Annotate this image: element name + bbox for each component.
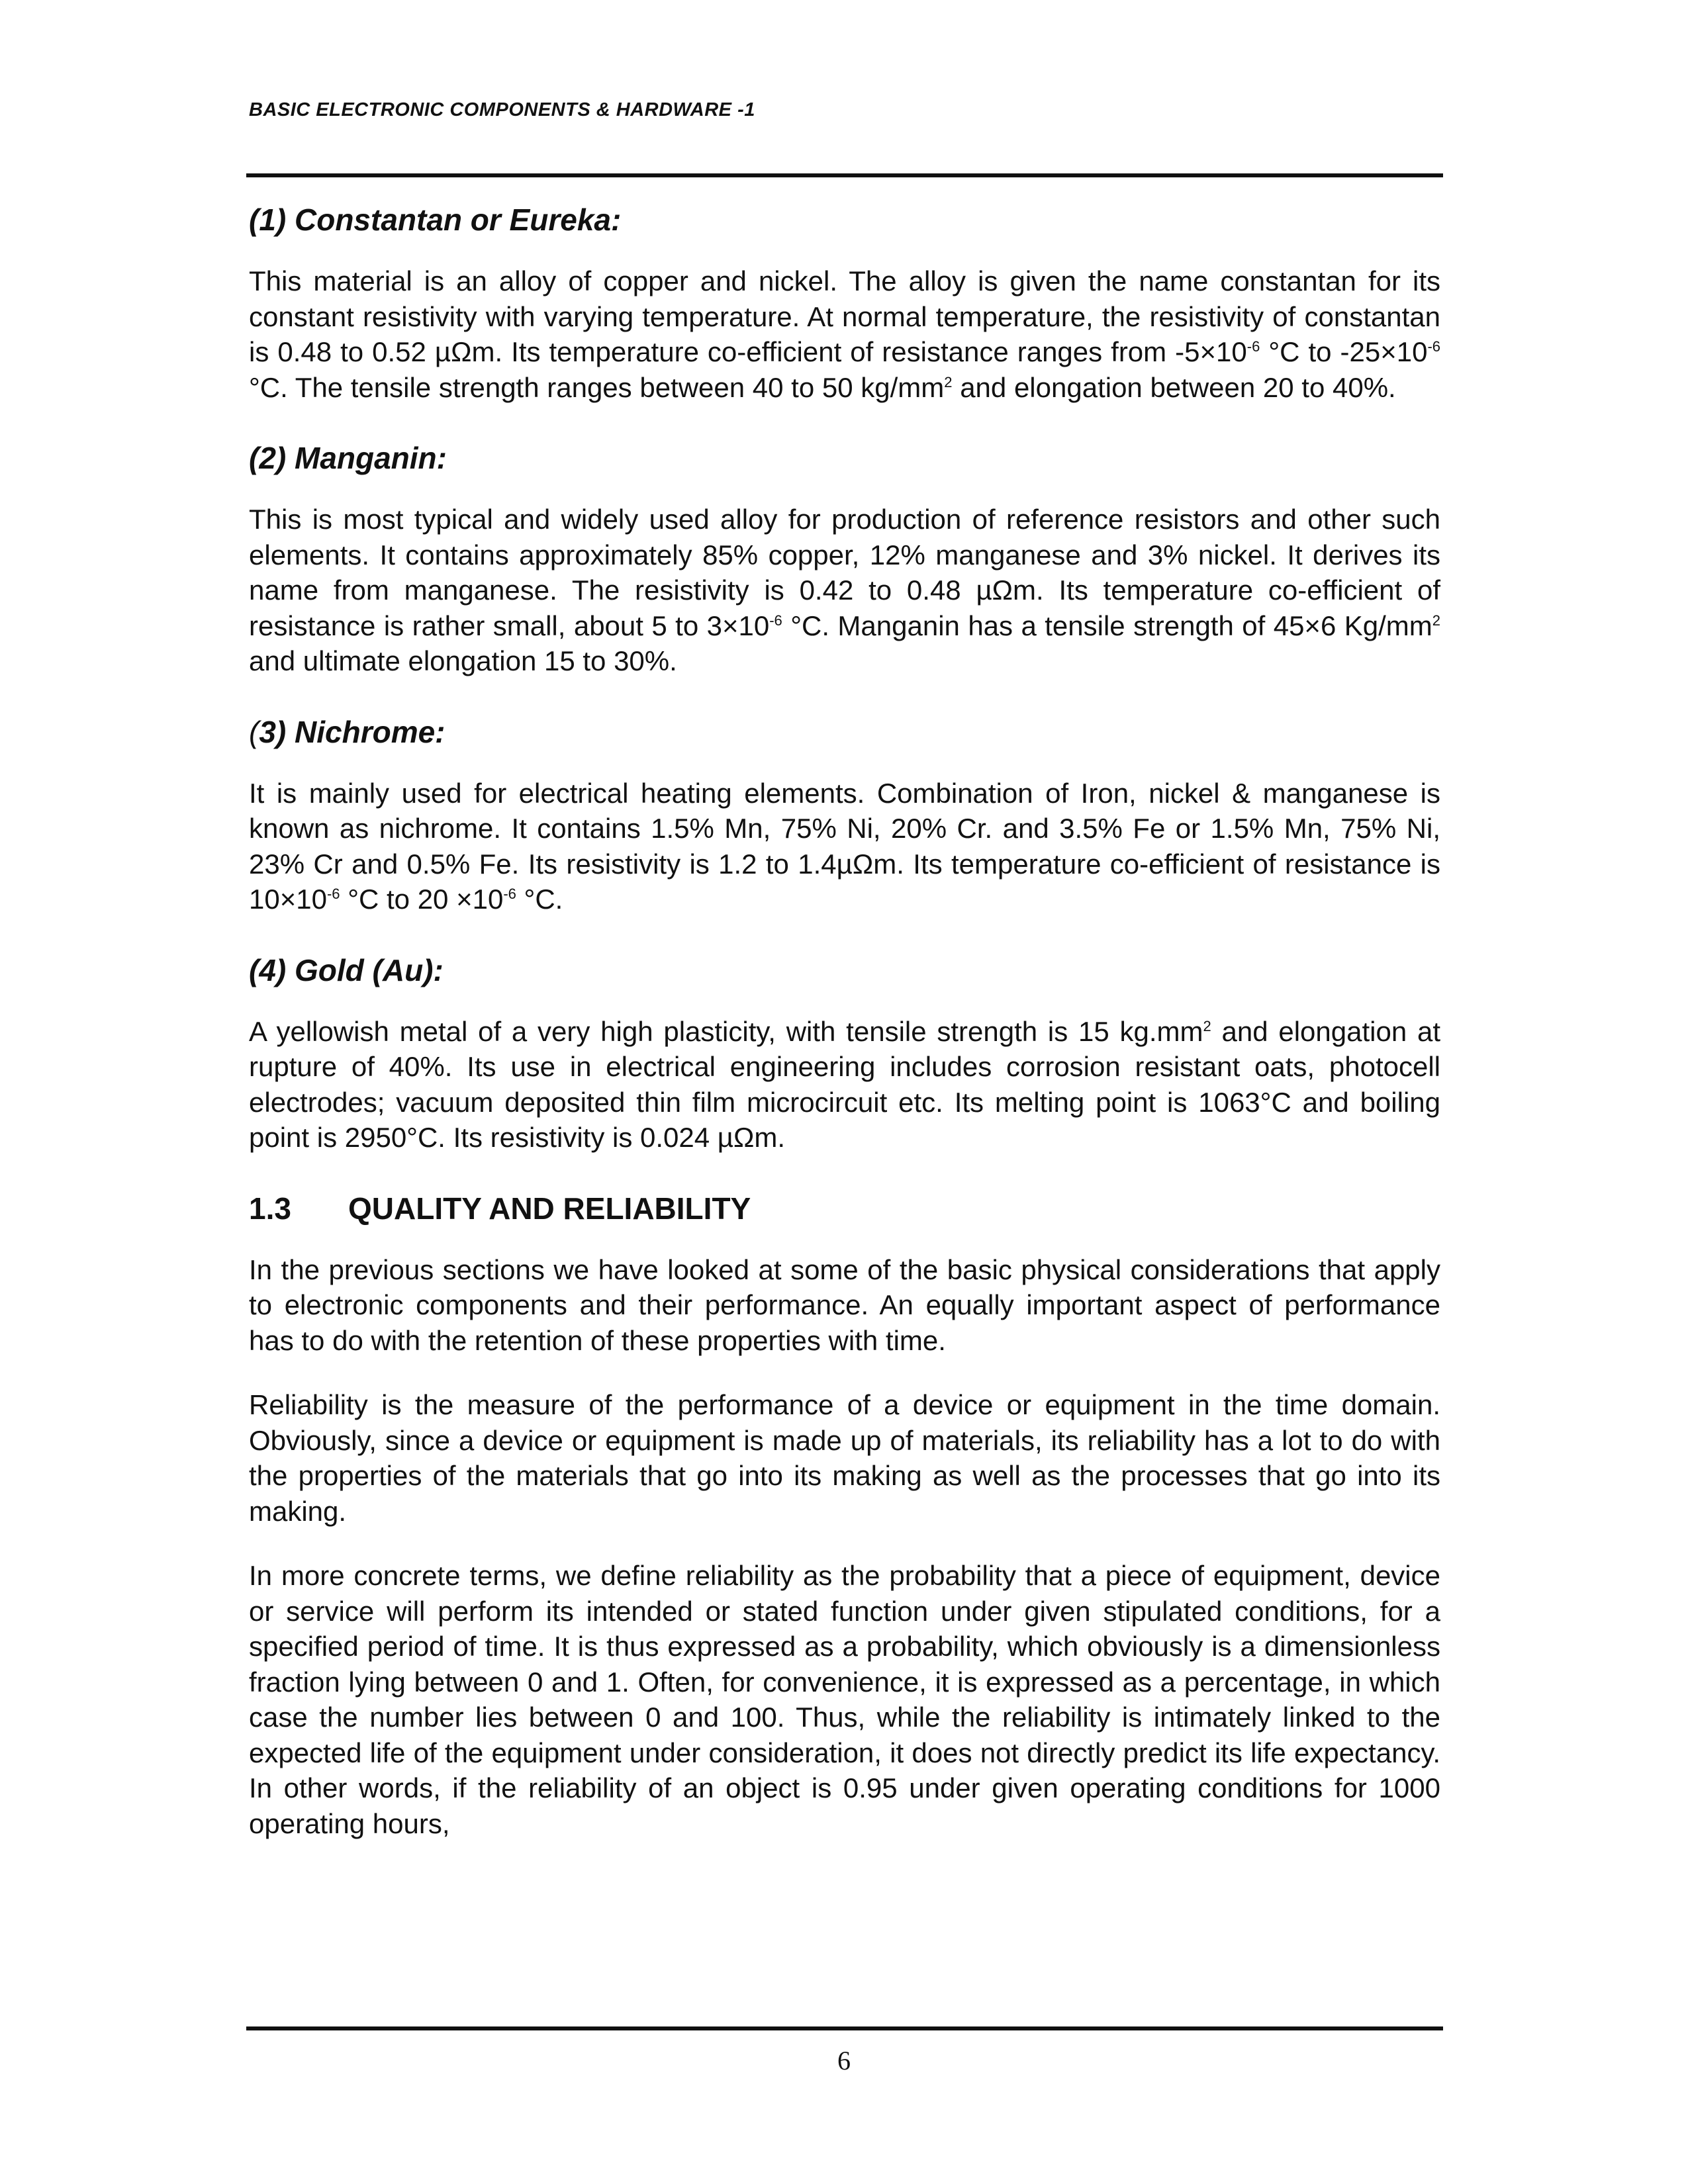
page-content [249,196,1440,1870]
heading-nichrome: (3) Nichrome: [249,714,445,749]
section-title: QUALITY AND RELIABILITY [348,1191,751,1226]
paragraph-nichrome: It is mainly used for electrical heating elements. Combination of Iron, nickel & manganese is known as nichrome. It contains 1.5% Mn, 75% Ni, 20% Cr. and 3.5% Fe or 1.5% Mn, 75% Ni, 23% Cr and 0.5% Fe. Its resistivity is 1.2 to 1.4µΩm. Its temperature co-efficient of resistance is $10\times 10^{-6}$ °C to $20 \times 10^{-6}$ °C. [249,777,1440,915]
running-header: BASIC ELECTRONIC COMPONENTS & HARDWARE -1 [249,99,755,120]
header-rule [246,173,1443,177]
footer-rule [246,2026,1443,2030]
paragraph-quality-2: Reliability is the measure of the performance of a device or equipment in the time domain. Obviously, since a device or equipment is made up of materials, its reliability has a lot to do with the properties of the materials that go into its making as well as the processes that go into its making. [249,1389,1440,1527]
page-number: 6 [837,2046,851,2075]
paragraph-manganin: This is most typical and widely used alloy for production of reference resistors and other such elements. It contains approximately 85% copper, 12% manganese and 3% nickel. It derives its name from manganese. The resistivity is 0.42 to 0.48 µΩm. Its temperature co-efficient of resistance is rather small, about 5 to $3\times 10^{-6}$ °C. Manganin has a tensile strength of 45×6 $Kg/mm^2$ and ultimate elongation 15 to 30%. [249,504,1441,676]
section-heading-quality [249,1185,1440,1232]
paragraph-gold: A yellowish metal of a very high plasticity, with tensile strength is 15 $kg.mm^2$ and elongation at rupture of 40%. Its use in electrical engineering includes corrosion resistant oats, photocell electrodes; vacuum deposited thin film microcircuit etc. Its melting point is 1063°C and boiling point is 2950°C. Its resistivity is 0.024 µΩm. [249,1015,1440,1153]
paragraph-quality-1: In the previous sections we have looked at some of the basic physical considerations that apply to electronic components and their performance. An equally important aspect of performance has to do with the retention of these properties with time. [249,1253,1440,1356]
section-number: 1.3 [249,1191,291,1226]
heading-gold: (4) Gold (Au): [249,952,444,987]
heading-manganin: (2) Manganin: [249,441,447,475]
heading-constantan: (1) Constantan or Eureka: [249,203,622,237]
paragraph-constantan: This material is an alloy of copper and nickel. The alloy is given the name constantan for its constant resistivity with varying temperature. At normal temperature, the resistivity of constantan is 0.48 to 0.52 µΩm. Its temperature co-efficient of resistance ranges from $-5\times 10^{-6}$ °C to $-25\times 10^{-6}$ °C. The tensile strength ranges between 40 to 50 $kg/mm^2$ and elongation between 20 to 40%. [249,265,1440,403]
paragraph-quality-3: In more concrete terms, we define reliability as the probability that a piece of equipment, device or service will perform its intended or stated function under given stipulated conditions, for a specified period of time. It is thus expressed as a probability, which obviously is a dimensionless fraction lying between 0 and 1. Often, for convenience, it is expressed as a percentage, in which case the number lies between 0 and 100. Thus, while the reliability is intimately linked to the expected life of the equipment under consideration, it does not directly predict its life expectancy. In other words, if the reliability of an object is 0.95 under given operating conditions for 1000 operating hours, [249,1560,1440,1839]
